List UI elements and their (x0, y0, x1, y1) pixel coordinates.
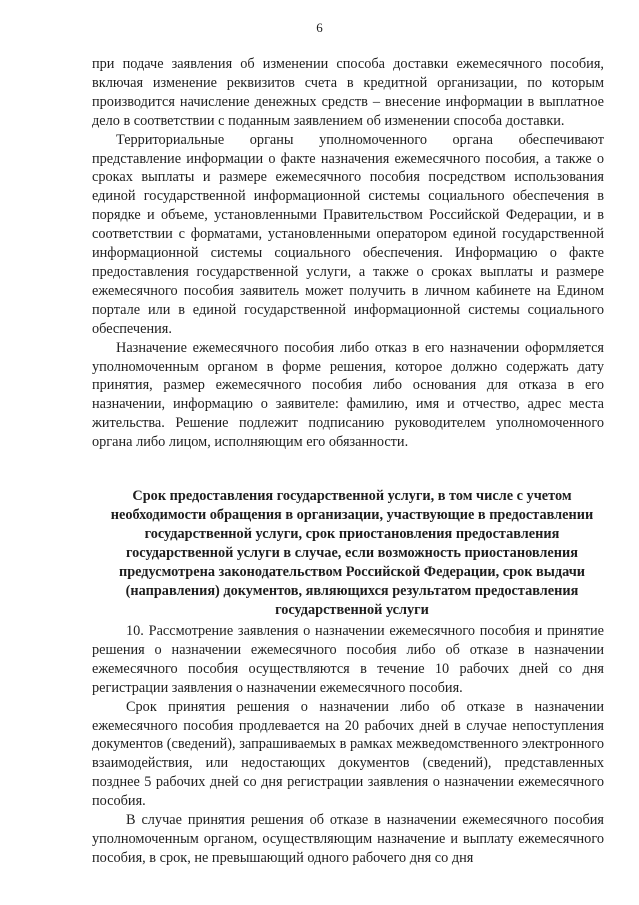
section-heading: Срок предоставления государственной услуги, в том числе с учетом необходимости обращения в организации, участвующие в предоставлении государственной услуги, срок приостановления предоставления государственной услуги в случае, если возможность приостановления предусмотрена законодательством Российской Федерации, срок выдачи (направления) документов, являющихся результатом предоставления государственной услуги (110, 488, 594, 618)
section-text (92, 622, 604, 868)
paragraph: 10. Рассмотрение заявления о назначении ежемесячного пособия и принятие решения о назначении ежемесячного пособия либо об отказе в назначении ежемесячного пособия осуществляются в течение 10 рабочих дней со дня регистрации заявления о назначении ежемесячного пособия. (92, 623, 604, 696)
paragraph: при подаче заявления об изменении способа доставки ежемесячного пособия, включая изменение реквизитов счета в кредитной организации, по которым производится начисление денежных средств – внесение информации в выплатное дело в соответствии с поданным заявлением об изменении способа доставки. (92, 56, 604, 129)
page-number: 6 (316, 20, 323, 35)
intro-text (92, 55, 604, 452)
paragraph: Назначение ежемесячного пособия либо отказ в его назначении оформляется уполномоченным органом в форме решения, которое должно содержать дату принятия, размер ежемесячного пособия либо основания для отказа в его назначении, информацию о заявителе: фамилию, имя и отчество, адрес места жительства. Решение подлежит подписанию руководителем уполномоченного органа либо лицом, исполняющим его обязанности. (92, 339, 604, 451)
paragraph: Срок принятия решения о назначении либо об отказе в назначении ежемесячного пособия продлевается на 20 рабочих дней в случае непоступления документов (сведений), запрашиваемых в рамках межведомственного электронного взаимодействия, или недостающих документов (сведений), представленных позднее 5 рабочих дней со дня регистрации заявления о назначении ежемесячного пособия. (92, 698, 604, 810)
paragraph: В случае принятия решения об отказе в назначении ежемесячного пособия уполномоченным органом, осуществляющим назначение и выплату ежемесячного пособия, в срок, не превышающий одного рабочего дня со дня (92, 812, 604, 866)
paragraph: Территориальные органы уполномоченного органа обеспечивают представление информации о факте назначения ежемесячного пособия, а также о сроках выплаты и размере ежемесячного пособия посредством использования единой государственной информационной системы социального обеспечения в порядке и объеме, установленными Правительством Российской Федерации, и в соответствии с форматами, установленными оператором единой государственной информационной системы социального обеспечения. Информацию о факте предоставления государственной услуги, а также о сроках выплаты и размере ежемесячного пособия заявитель может получить в личном кабинете на Едином портале или в единой государственной информационной системы социального обеспечения. (92, 131, 604, 337)
